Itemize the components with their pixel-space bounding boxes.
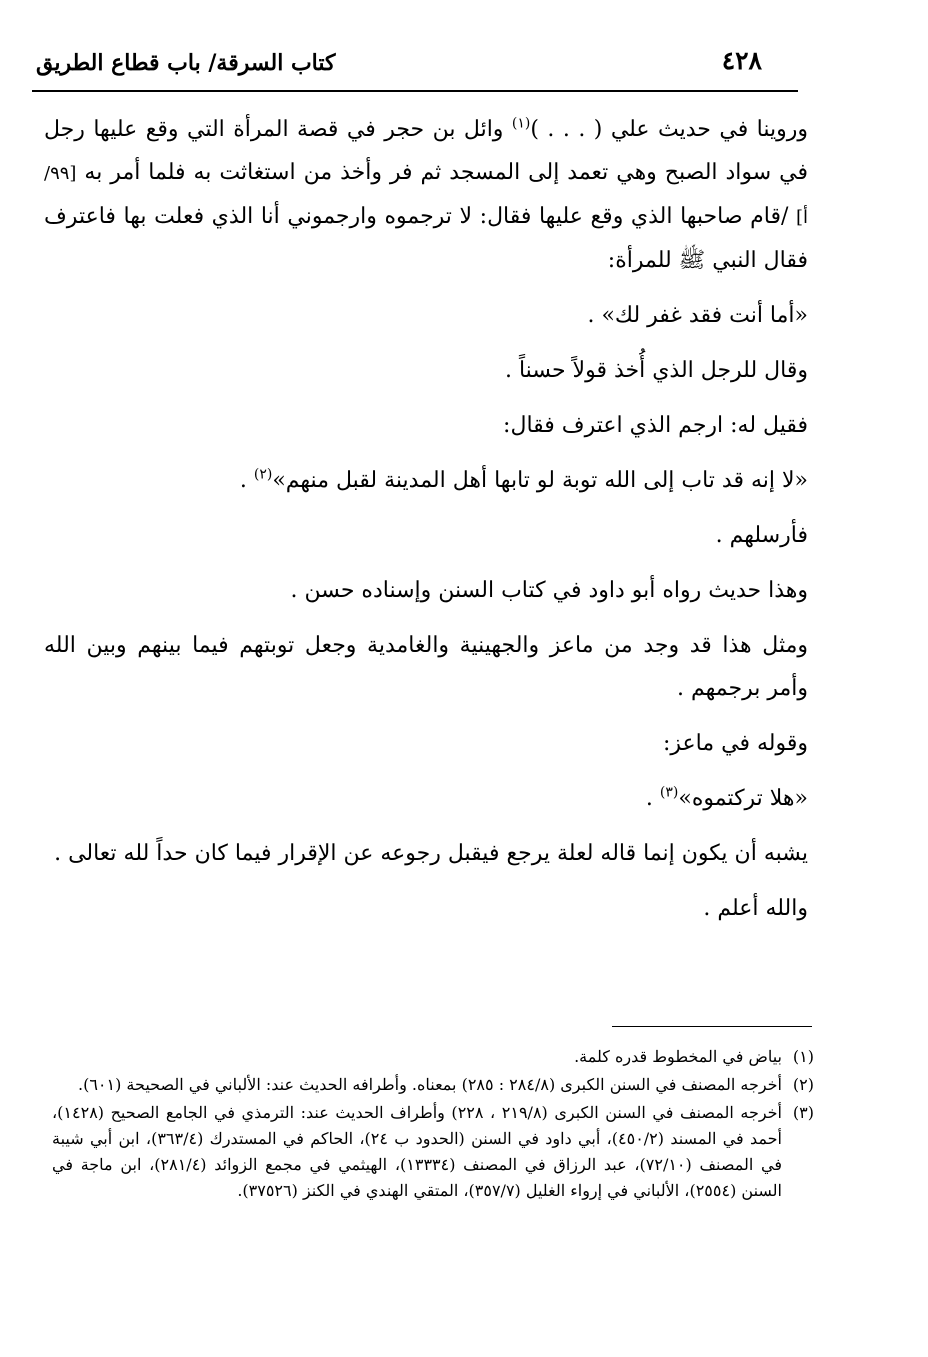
text-line-7: وهذا حديث رواه أبو داود في كتاب السنن وإسناده حسن . [290,578,808,603]
page-header [32,44,798,92]
footnotes [52,1044,814,1206]
paragraph-11: يشبه أن يكون إنما قاله لعلة يرجع فيقبل رجوعه عن الإقرار فيما كان حداً لله تعالى . [54,841,808,866]
main-text [44,108,808,930]
text-line-9: وقوله في ماعز: [662,731,808,756]
footnote-2 [52,1072,814,1098]
footnote-text: أخرجه المصنف في السنن الكبرى (٢١٩/٨ ، ٢٢٨) وأطراف الحديث عند: الترمذي في الجامع الصحيح (١٤٢٨)، أحمد في المسند (٤٥٠/٢)، أبي داود في السنن (الحدود ب ٢٤)، الحاكم في المستدرك (٣٦٣/٤)، ابن أبي شيبة في المصنف (٧٢/١٠)، عبد الرزاق في المصنف (١٣٣٣٤)، الهيثمي في مجمع الزوائد (٢٨١/٤)، ابن ماجة في السنن (٢٥٥٤)، الألباني في إرواء الغليل (٣٥٧/٧)، المتقي الهندي في الكنز (٣٧٥٢٦). [52,1103,782,1200]
page-number: ٤٢٨ [721,46,762,75]
footnote-number: (١) [792,1047,814,1066]
footnote-3 [52,1100,814,1204]
text-line-12: والله أعلم . [703,896,808,921]
text-line-6: فأرسلهم . [715,523,808,548]
paragraph-1-part-b: وائل بن حجر في قصة المرأة التي وقع عليها رجل في سواد الصبح وهي تعمد إلى المسجد ثم فر وأخذ من استغاثت به فلما أمر به [44,117,808,185]
footnote-number: (٣) [792,1103,814,1122]
hadith-quote-2-text: «لا إنه قد تاب إلى الله توبة لو تابها أهل المدينة لقبل منهم» [272,468,808,493]
text-line-4: فقيل له: ارجم الذي اعترف فقال: [503,413,808,438]
footnote-text: أخرجه المصنف في السنن الكبرى (٢٨٤/٨ : ٢٨٥) بمعناه. وأطرافه الحديث عند: الألباني في الصحيحة (٦٠١). [77,1075,782,1094]
footnote-ref-3: (٣) [659,784,679,801]
paragraph-1-part-a: وروينا في حديث علي ( . . . ) [530,117,809,142]
paragraph-1 [44,108,808,282]
hadith-quote-2-end: . [239,468,254,493]
footnote-ref-1: (١) [511,115,531,132]
paragraph-8: ومثل هذا قد وجد من ماعز والجهينية والغامدية وجعل توبتهم فيما بينهم وبين الله وأمر برجمهم . [44,633,808,701]
hadith-quote-3-end: . [645,786,660,811]
hadith-quote-3-text: «هلا تركتموه» [678,786,808,811]
running-head: كتاب السرقة/ باب قطاع الطريق [36,50,336,76]
footnote-1 [52,1044,814,1070]
paragraph-1-part-c: /قام صاحبها الذي وقع عليها فقال: لا ترجموه وارجموني أنا الذي فعلت بها فاعترف فقال النبي ﷺ للمرأة: [44,204,808,273]
manuscript-folio-marker: [٩٩/ أ] [44,163,808,228]
hadith-quote-1: «أما أنت فقد غفر لك» . [587,303,808,328]
hadith-quote-2 [44,459,808,502]
footnote-text: بياض في المخطوط قدره كلمة. [574,1047,782,1066]
footnote-ref-2: (٢) [253,466,273,483]
hadith-quote-3 [44,777,808,820]
footnote-number: (٢) [792,1075,814,1094]
text-line-3: وقال للرجل الذي أُخذ قولاً حسناً . [504,358,808,383]
footnote-separator [612,1026,812,1027]
